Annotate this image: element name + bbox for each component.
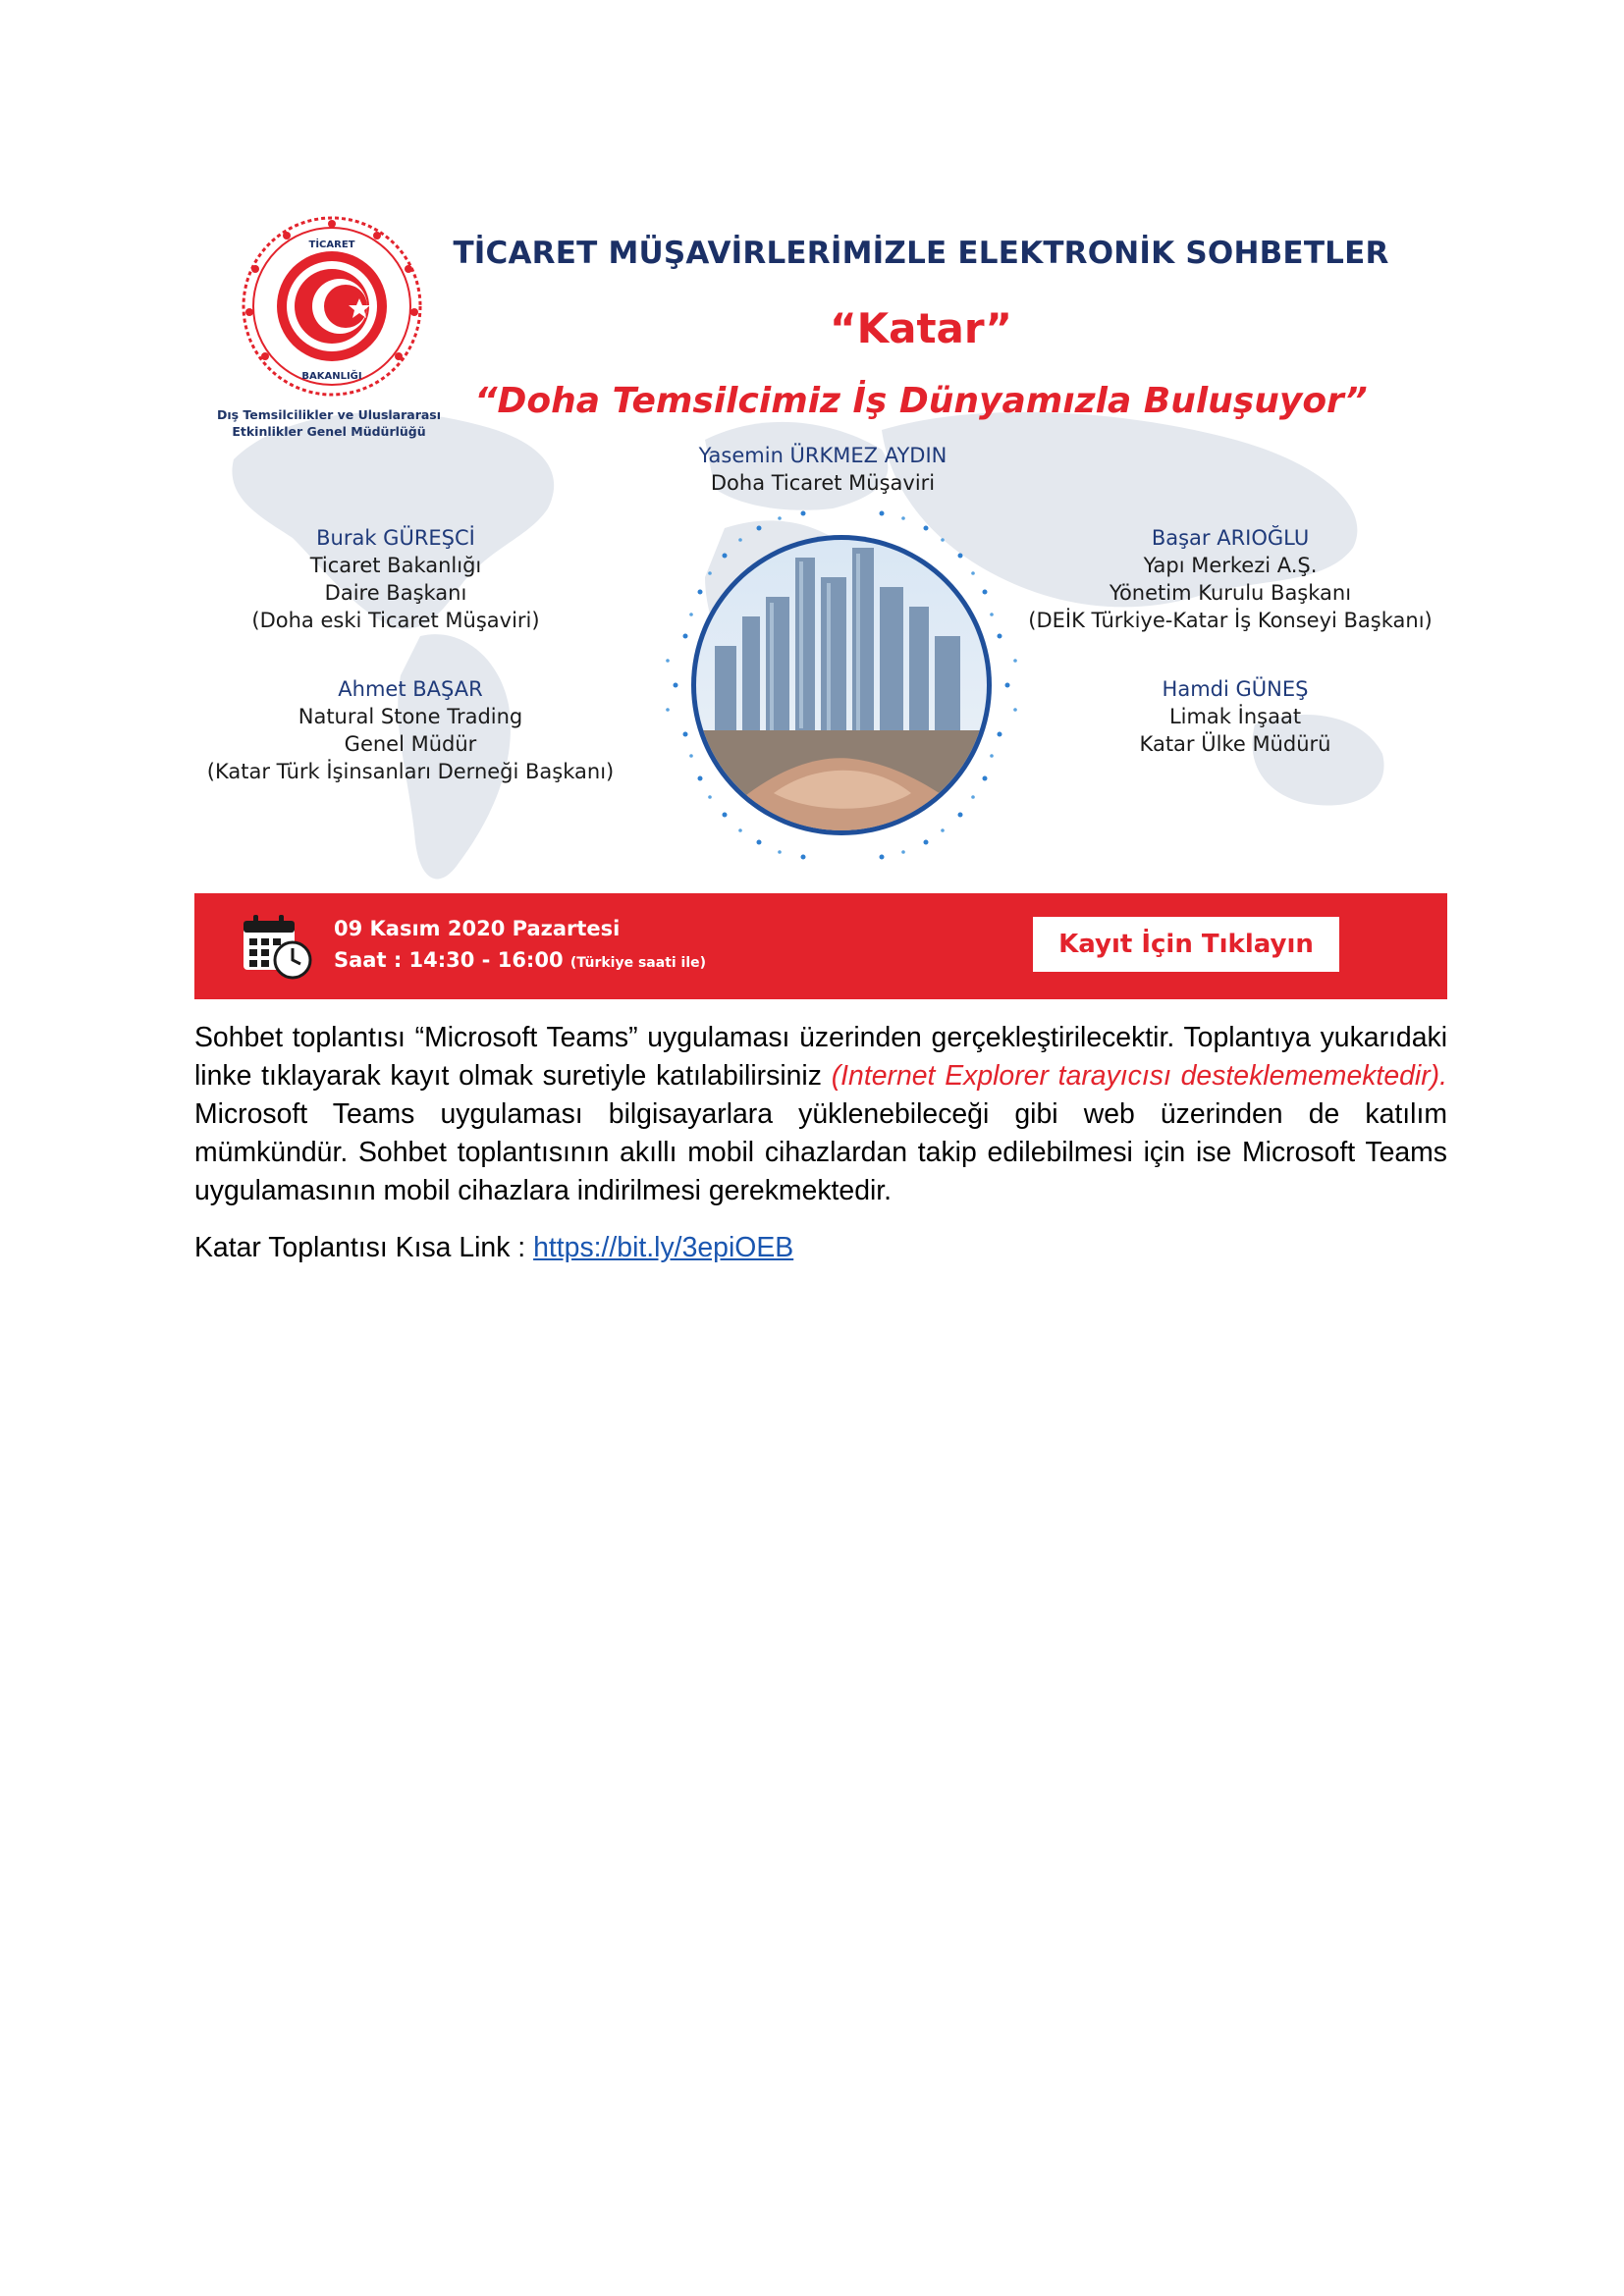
speaker-line: (Doha eski Ticaret Müşaviri) [251, 609, 540, 632]
speaker-line: Ticaret Bakanlığı [309, 554, 482, 577]
speaker-main [656, 442, 990, 497]
speaker-bottom-right [1108, 675, 1363, 758]
speaker-line: Daire Başkanı [324, 581, 467, 605]
svg-text:BAKANLIĞI: BAKANLIĞI [301, 371, 362, 382]
org-name-line2: Etkinlikler Genel Müdürlüğü [232, 424, 426, 439]
event-time-value: Saat : 14:30 - 16:00 [334, 948, 564, 972]
info-text-part2: Microsoft Teams uygulaması bilgisayarlara yüklenebileceği gibi web üzerinden de katılım mümkündür. Sohbet toplantısının akıllı mobil cihazlardan takip edilebilmesi için ise Microsoft Teams uygulamasının mobil cihazlara indirilmesi gerekmektedir. [194, 1098, 1447, 1206]
speaker-line: Natural Stone Trading [298, 705, 523, 728]
speaker-line: Yapı Merkezi A.Ş. [1143, 554, 1318, 577]
register-button[interactable]: Kayıt İçin Tıklayın [1033, 917, 1339, 972]
speaker-line: Limak İnşaat [1168, 705, 1302, 728]
short-link-label: Katar Toplantısı Kısa Link : [194, 1232, 534, 1263]
speaker-bottom-left [204, 675, 617, 785]
speaker-main-name: Yasemin ÜRKMEZ AYDIN [698, 444, 947, 467]
speaker-name: Hamdi GÜNEŞ [1162, 677, 1309, 701]
speaker-main-title: Doha Ticaret Müşaviri [710, 471, 936, 495]
calendar-clock-icon [242, 913, 312, 980]
short-link-line [194, 1232, 793, 1264]
speaker-line: (DEİK Türkiye-Katar İş Konseyi Başkanı) [1028, 609, 1433, 632]
event-time [334, 948, 706, 972]
speaker-top-left [234, 524, 558, 634]
event-banner [194, 214, 1447, 999]
speaker-line: Katar Ülke Müdürü [1139, 732, 1331, 756]
org-name [196, 406, 461, 440]
speaker-top-right [1009, 524, 1447, 634]
speaker-name: Ahmet BAŞAR [338, 677, 483, 701]
event-date: 09 Kasım 2020 Pazartesi [334, 917, 621, 940]
banner-slogan: “Doha Temsilcimiz İş Dünyamızla Buluşuyor” [474, 381, 1368, 421]
info-text-part1: Sohbet toplantısı “Microsoft Teams” uygulaması üzerinden gerçekleştirilecektir. Toplantıya yukarıdaki linke tıklayarak kayıt olmak suretiyle katılabilirsiniz [194, 1022, 1447, 1092]
banner-title: TİCARET MÜŞAVİRLERİMİZLE ELEKTRONİK SOHBETLER [453, 236, 1389, 271]
browser-warning: (Internet Explorer tarayıcısı desteklememektedir). [831, 1060, 1448, 1092]
info-paragraph [194, 1019, 1447, 1210]
speaker-line: Yönetim Kurulu Başkanı [1109, 581, 1352, 605]
svg-text:TİCARET: TİCARET [308, 240, 355, 250]
speaker-line: (Katar Türk İşinsanları Derneği Başkanı) [206, 760, 615, 783]
short-link[interactable]: https://bit.ly/3epiOEB [533, 1232, 794, 1263]
speaker-name: Burak GÜREŞCİ [316, 526, 475, 550]
ministry-logo [240, 214, 424, 399]
speaker-name: Başar ARIOĞLU [1151, 526, 1310, 550]
event-time-note: (Türkiye saati ile) [569, 955, 707, 971]
event-info-bar [194, 893, 1447, 999]
org-name-line1: Dış Temsilcilikler ve Uluslararası [216, 407, 442, 422]
banner-country: “Katar” [829, 304, 1012, 352]
city-handshake-photo [656, 499, 1027, 872]
speaker-line: Genel Müdür [344, 732, 477, 756]
